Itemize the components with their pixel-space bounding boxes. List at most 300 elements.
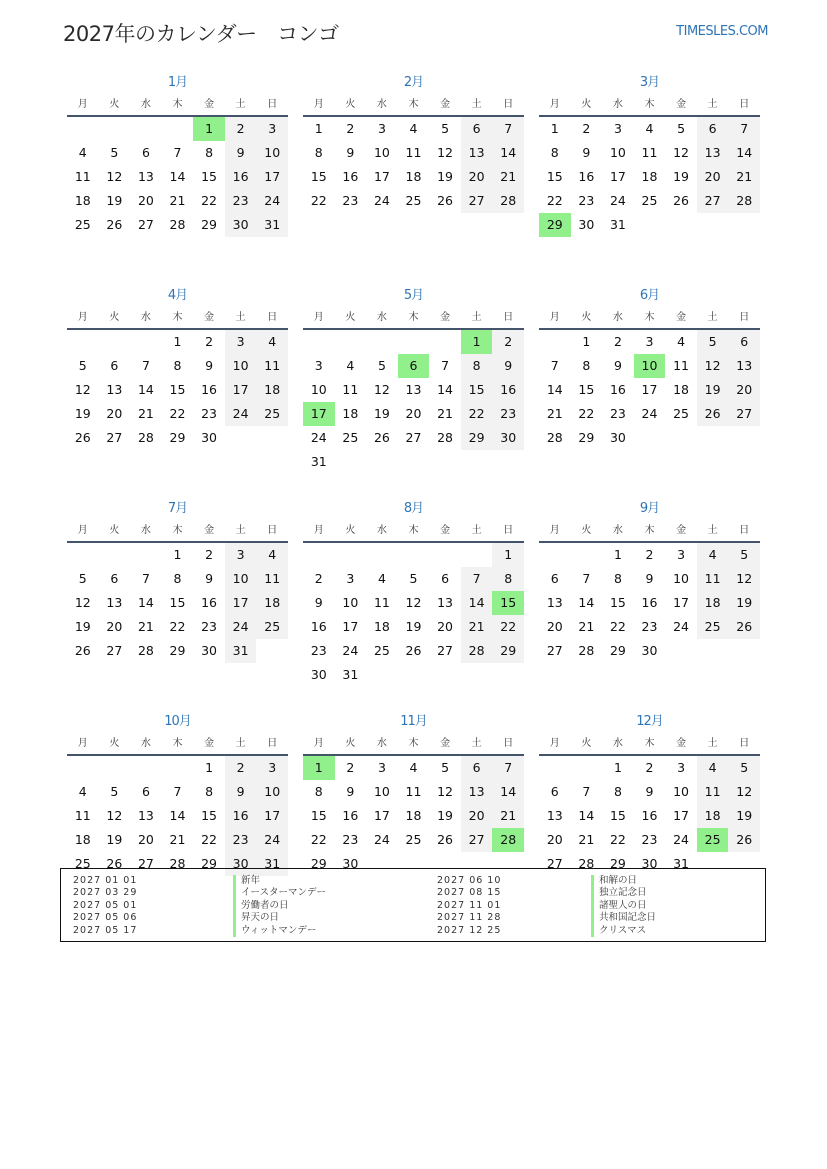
- day-cell: 31: [256, 852, 288, 876]
- day-cell: 10: [373, 145, 390, 160]
- month-6: [539, 285, 760, 498]
- day-cell: 10: [310, 382, 327, 397]
- day-cell: 12: [437, 784, 454, 799]
- day-cell: 1: [461, 330, 493, 354]
- day-cell: 14: [169, 808, 186, 823]
- day-cell: 4: [697, 543, 729, 567]
- empty-cell: [398, 663, 430, 687]
- weekday-header: [67, 733, 288, 756]
- day-cell: 16: [492, 378, 524, 402]
- day-cell: 20: [461, 804, 493, 828]
- day-cell: 3: [645, 334, 654, 349]
- day-cell: 25: [405, 832, 422, 847]
- weekday-label: 日: [267, 525, 278, 536]
- weekday-label: 水: [376, 738, 387, 749]
- weekday-label: 日: [739, 99, 750, 110]
- day-cell: 18: [641, 169, 658, 184]
- day-cell: 28: [578, 643, 595, 658]
- day-cell: 23: [578, 193, 595, 208]
- day-cell: 5: [78, 571, 87, 586]
- weekday-label: 水: [612, 312, 623, 323]
- empty-cell: [539, 756, 571, 780]
- day-cell: 1: [550, 121, 559, 136]
- day-cell: 12: [673, 145, 690, 160]
- day-cell: 11: [641, 145, 658, 160]
- holiday-date: 2027 12 25: [437, 924, 502, 936]
- day-cell: 14: [492, 141, 524, 165]
- day-cell: 12: [106, 808, 123, 823]
- day-cell: 23: [201, 619, 218, 634]
- day-cell: 29: [609, 856, 626, 871]
- day-cell: 16: [342, 808, 359, 823]
- day-cell: 7: [461, 567, 493, 591]
- month-name: 5月: [403, 288, 424, 303]
- holiday-name: 共和国記念日: [591, 912, 656, 924]
- day-cell: 16: [201, 595, 218, 610]
- day-cell: 27: [137, 856, 154, 871]
- day-cell: 3: [613, 121, 622, 136]
- day-grid: [67, 756, 288, 876]
- month-name: 12月: [636, 714, 663, 729]
- day-cell: 11: [697, 780, 729, 804]
- day-cell: 17: [373, 808, 390, 823]
- day-cell: 23: [641, 832, 658, 847]
- day-cell: 23: [225, 828, 257, 852]
- day-cell: 30: [225, 213, 257, 237]
- day-cell: 24: [673, 832, 690, 847]
- month-3: [539, 72, 760, 285]
- weekday-label: 月: [549, 525, 560, 536]
- day-cell: 18: [405, 808, 422, 823]
- day-cell: 24: [256, 828, 288, 852]
- empty-cell: [256, 639, 288, 663]
- day-cell: 10: [673, 571, 690, 586]
- day-cell: 15: [201, 169, 218, 184]
- day-grid: [303, 756, 524, 876]
- day-cell: 25: [697, 828, 729, 852]
- day-cell: 13: [106, 382, 123, 397]
- day-cell: 28: [461, 639, 493, 663]
- day-cell: 30: [641, 856, 658, 871]
- day-cell: 15: [578, 382, 595, 397]
- day-cell: 22: [201, 832, 218, 847]
- holiday-name: 新年: [233, 875, 326, 887]
- empty-cell: [634, 426, 666, 450]
- holiday-name: ウィットマンデー: [233, 925, 326, 937]
- day-cell: 7: [728, 117, 760, 141]
- day-cell: 13: [697, 141, 729, 165]
- holiday-date: 2027 11 28: [437, 912, 502, 924]
- day-cell: 10: [225, 567, 257, 591]
- day-cell: 18: [405, 169, 422, 184]
- weekday-header: [303, 520, 524, 543]
- day-cell: 5: [728, 756, 760, 780]
- day-cell: 3: [377, 121, 386, 136]
- empty-cell: [398, 450, 430, 474]
- day-cell: 7: [582, 571, 591, 586]
- empty-cell: [130, 117, 162, 141]
- day-cell: 15: [169, 382, 186, 397]
- day-cell: 11: [256, 567, 288, 591]
- day-cell: 5: [441, 760, 450, 775]
- day-cell: 27: [728, 402, 760, 426]
- day-cell: 21: [169, 193, 186, 208]
- month-name: 9月: [639, 501, 660, 516]
- day-cell: 15: [169, 595, 186, 610]
- day-cell: 13: [405, 382, 422, 397]
- day-cell: 10: [634, 354, 666, 378]
- day-cell: 16: [310, 619, 327, 634]
- day-cell: 23: [641, 619, 658, 634]
- day-cell: 29: [492, 639, 524, 663]
- day-cell: 16: [342, 169, 359, 184]
- empty-cell: [492, 663, 524, 687]
- day-cell: 26: [405, 643, 422, 658]
- day-cell: 25: [373, 643, 390, 658]
- day-cell: 27: [137, 217, 154, 232]
- day-cell: 24: [641, 406, 658, 421]
- weekday-label: 火: [581, 738, 592, 749]
- weekday-label: 水: [612, 738, 623, 749]
- day-cell: 9: [492, 354, 524, 378]
- empty-cell: [492, 450, 524, 474]
- day-cell: 29: [461, 426, 493, 450]
- weekday-label: 月: [549, 312, 560, 323]
- day-cell: 25: [74, 856, 91, 871]
- day-cell: 15: [310, 808, 327, 823]
- weekday-label: 土: [235, 525, 246, 536]
- day-cell: 14: [578, 595, 595, 610]
- day-cell: 4: [78, 784, 87, 799]
- day-cell: 30: [609, 430, 626, 445]
- weekday-label: 木: [408, 738, 419, 749]
- empty-cell: [162, 117, 194, 141]
- weekday-header: [539, 94, 760, 117]
- day-cell: 20: [728, 378, 760, 402]
- months-grid: [67, 72, 760, 924]
- day-cell: 14: [578, 808, 595, 823]
- day-cell: 31: [310, 454, 327, 469]
- month-9: [539, 498, 760, 711]
- holiday-name: 和解の日: [591, 875, 656, 887]
- day-cell: 1: [582, 334, 591, 349]
- weekday-label: 月: [77, 525, 88, 536]
- day-cell: 22: [609, 832, 626, 847]
- day-cell: 25: [74, 217, 91, 232]
- empty-cell: [429, 330, 461, 354]
- day-cell: 30: [492, 426, 524, 450]
- day-cell: 7: [141, 358, 150, 373]
- weekday-label: 月: [549, 99, 560, 110]
- weekday-label: 金: [204, 525, 215, 536]
- day-cell: 15: [461, 378, 493, 402]
- empty-cell: [429, 543, 461, 567]
- empty-cell: [225, 426, 257, 450]
- weekday-header: [67, 94, 288, 117]
- empty-cell: [697, 426, 729, 450]
- weekday-label: 日: [739, 738, 750, 749]
- day-cell: 25: [405, 193, 422, 208]
- weekday-label: 日: [503, 525, 514, 536]
- day-cell: 28: [492, 828, 524, 852]
- day-cell: 19: [673, 169, 690, 184]
- day-cell: 20: [106, 619, 123, 634]
- day-cell: 14: [137, 382, 154, 397]
- day-cell: 28: [546, 430, 563, 445]
- month-2: [303, 72, 524, 285]
- empty-cell: [335, 543, 367, 567]
- empty-cell: [571, 543, 603, 567]
- weekday-label: 木: [408, 525, 419, 536]
- day-cell: 5: [409, 571, 418, 586]
- weekday-label: 水: [376, 99, 387, 110]
- holiday-name: クリスマス: [591, 925, 656, 937]
- day-cell: 9: [205, 571, 214, 586]
- weekday-label: 土: [471, 525, 482, 536]
- day-cell: 8: [492, 567, 524, 591]
- day-cell: 26: [74, 643, 91, 658]
- day-cell: 12: [728, 780, 760, 804]
- weekday-header: [539, 307, 760, 330]
- weekday-label: 土: [471, 99, 482, 110]
- weekday-label: 木: [644, 99, 655, 110]
- empty-cell: [665, 426, 697, 450]
- day-cell: 31: [609, 217, 626, 232]
- holiday-date: 2027 05 01: [73, 899, 138, 911]
- weekday-label: 火: [581, 99, 592, 110]
- day-cell: 13: [137, 808, 154, 823]
- empty-cell: [634, 213, 666, 237]
- day-cell: 29: [578, 430, 595, 445]
- day-cell: 6: [550, 571, 559, 586]
- day-cell: 26: [437, 193, 454, 208]
- day-cell: 7: [441, 358, 450, 373]
- month-name: 6月: [639, 288, 660, 303]
- weekday-label: 金: [676, 525, 687, 536]
- weekday-label: 火: [345, 312, 356, 323]
- empty-cell: [728, 426, 760, 450]
- day-cell: 29: [201, 217, 218, 232]
- day-cell: 7: [492, 117, 524, 141]
- empty-cell: [461, 543, 493, 567]
- day-cell: 10: [256, 141, 288, 165]
- weekday-label: 日: [739, 312, 750, 323]
- day-cell: 23: [310, 643, 327, 658]
- weekday-label: 土: [707, 738, 718, 749]
- day-cell: 26: [106, 856, 123, 871]
- day-cell: 21: [728, 165, 760, 189]
- weekday-label: 土: [235, 738, 246, 749]
- day-cell: 20: [137, 193, 154, 208]
- empty-cell: [256, 426, 288, 450]
- empty-cell: [728, 639, 760, 663]
- page-title: 2027年のカレンダー コンゴ: [63, 22, 339, 46]
- weekday-label: 土: [707, 525, 718, 536]
- day-cell: 12: [74, 595, 91, 610]
- day-cell: 18: [373, 619, 390, 634]
- day-cell: 5: [78, 358, 87, 373]
- weekday-header: [303, 307, 524, 330]
- weekday-label: 土: [471, 738, 482, 749]
- day-cell: 12: [728, 567, 760, 591]
- day-cell: 17: [373, 169, 390, 184]
- day-cell: 13: [461, 780, 493, 804]
- day-cell: 1: [314, 121, 323, 136]
- day-cell: 5: [441, 121, 450, 136]
- empty-cell: [67, 543, 99, 567]
- day-cell: 6: [550, 784, 559, 799]
- day-cell: 14: [728, 141, 760, 165]
- day-cell: 29: [310, 856, 327, 871]
- day-cell: 27: [405, 430, 422, 445]
- day-cell: 22: [546, 193, 563, 208]
- day-cell: 23: [609, 406, 626, 421]
- weekday-label: 月: [313, 738, 324, 749]
- day-cell: 20: [405, 406, 422, 421]
- day-cell: 15: [546, 169, 563, 184]
- month-5: [303, 285, 524, 498]
- brand-link[interactable]: TIMESLES.COM: [676, 24, 768, 39]
- weekday-label: 水: [376, 525, 387, 536]
- day-cell: 4: [78, 145, 87, 160]
- day-cell: 4: [697, 756, 729, 780]
- empty-cell: [99, 117, 131, 141]
- day-cell: 6: [110, 358, 119, 373]
- weekday-label: 月: [77, 312, 88, 323]
- empty-cell: [366, 450, 398, 474]
- weekday-label: 水: [140, 312, 151, 323]
- day-cell: 16: [641, 595, 658, 610]
- day-cell: 30: [225, 852, 257, 876]
- weekday-label: 火: [109, 312, 120, 323]
- day-cell: 24: [342, 643, 359, 658]
- day-cell: 27: [546, 643, 563, 658]
- weekday-label: 木: [408, 99, 419, 110]
- day-cell: 24: [373, 832, 390, 847]
- day-cell: 17: [609, 169, 626, 184]
- day-cell: 2: [205, 547, 214, 562]
- day-cell: 29: [169, 430, 186, 445]
- day-cell: 5: [677, 121, 686, 136]
- day-cell: 31: [342, 667, 359, 682]
- weekday-label: 土: [235, 99, 246, 110]
- day-cell: 2: [205, 334, 214, 349]
- weekday-label: 土: [471, 312, 482, 323]
- day-cell: 30: [578, 217, 595, 232]
- weekday-label: 金: [204, 738, 215, 749]
- day-cell: 21: [578, 832, 595, 847]
- weekday-label: 日: [503, 312, 514, 323]
- day-cell: 20: [546, 619, 563, 634]
- empty-cell: [665, 639, 697, 663]
- empty-cell: [539, 330, 571, 354]
- day-cell: 27: [546, 856, 563, 871]
- day-cell: 10: [609, 145, 626, 160]
- day-cell: 25: [256, 615, 288, 639]
- day-cell: 1: [173, 547, 182, 562]
- weekday-label: 月: [77, 99, 88, 110]
- day-cell: 18: [256, 378, 288, 402]
- day-cell: 26: [728, 615, 760, 639]
- empty-cell: [366, 543, 398, 567]
- day-cell: 26: [373, 430, 390, 445]
- day-cell: 14: [461, 591, 493, 615]
- weekday-label: 土: [235, 312, 246, 323]
- empty-cell: [728, 213, 760, 237]
- weekday-label: 木: [172, 525, 183, 536]
- month-name: 3月: [639, 75, 660, 90]
- day-cell: 20: [697, 165, 729, 189]
- day-cell: 19: [728, 591, 760, 615]
- day-cell: 26: [106, 217, 123, 232]
- weekday-header: [67, 307, 288, 330]
- day-grid: [67, 330, 288, 450]
- day-cell: 22: [169, 619, 186, 634]
- day-cell: 8: [461, 354, 493, 378]
- day-cell: 23: [342, 193, 359, 208]
- weekday-label: 木: [172, 738, 183, 749]
- day-cell: 7: [550, 358, 559, 373]
- day-cell: 19: [697, 378, 729, 402]
- day-cell: 4: [346, 358, 355, 373]
- day-cell: 22: [461, 402, 493, 426]
- day-cell: 18: [74, 193, 91, 208]
- weekday-label: 火: [109, 738, 120, 749]
- day-cell: 18: [697, 591, 729, 615]
- day-cell: 8: [205, 784, 214, 799]
- day-cell: 3: [677, 547, 686, 562]
- day-cell: 21: [578, 619, 595, 634]
- day-cell: 7: [582, 784, 591, 799]
- day-cell: 7: [141, 571, 150, 586]
- day-cell: 6: [461, 117, 493, 141]
- day-cell: 14: [546, 382, 563, 397]
- day-grid: [303, 543, 524, 687]
- day-cell: 26: [697, 402, 729, 426]
- day-cell: 2: [492, 330, 524, 354]
- day-cell: 10: [342, 595, 359, 610]
- day-cell: 21: [169, 832, 186, 847]
- day-cell: 1: [193, 117, 225, 141]
- weekday-label: 木: [644, 525, 655, 536]
- day-cell: 31: [673, 856, 690, 871]
- day-cell: 21: [492, 804, 524, 828]
- day-cell: 6: [398, 354, 430, 378]
- day-cell: 12: [74, 382, 91, 397]
- holiday-name: 諸聖人の日: [591, 900, 656, 912]
- day-cell: 13: [106, 595, 123, 610]
- day-cell: 8: [613, 571, 622, 586]
- weekday-label: 月: [77, 738, 88, 749]
- day-cell: 2: [346, 760, 355, 775]
- day-cell: 19: [106, 193, 123, 208]
- day-cell: 17: [303, 402, 335, 426]
- weekday-label: 月: [313, 99, 324, 110]
- weekday-header: [303, 94, 524, 117]
- weekday-label: 火: [345, 738, 356, 749]
- weekday-header: [539, 520, 760, 543]
- day-cell: 26: [437, 832, 454, 847]
- day-cell: 3: [256, 756, 288, 780]
- day-cell: 18: [673, 382, 690, 397]
- day-cell: 24: [256, 189, 288, 213]
- day-cell: 8: [173, 571, 182, 586]
- day-cell: 19: [74, 619, 91, 634]
- day-cell: 19: [106, 832, 123, 847]
- empty-cell: [665, 213, 697, 237]
- day-cell: 20: [437, 619, 454, 634]
- day-cell: 20: [137, 832, 154, 847]
